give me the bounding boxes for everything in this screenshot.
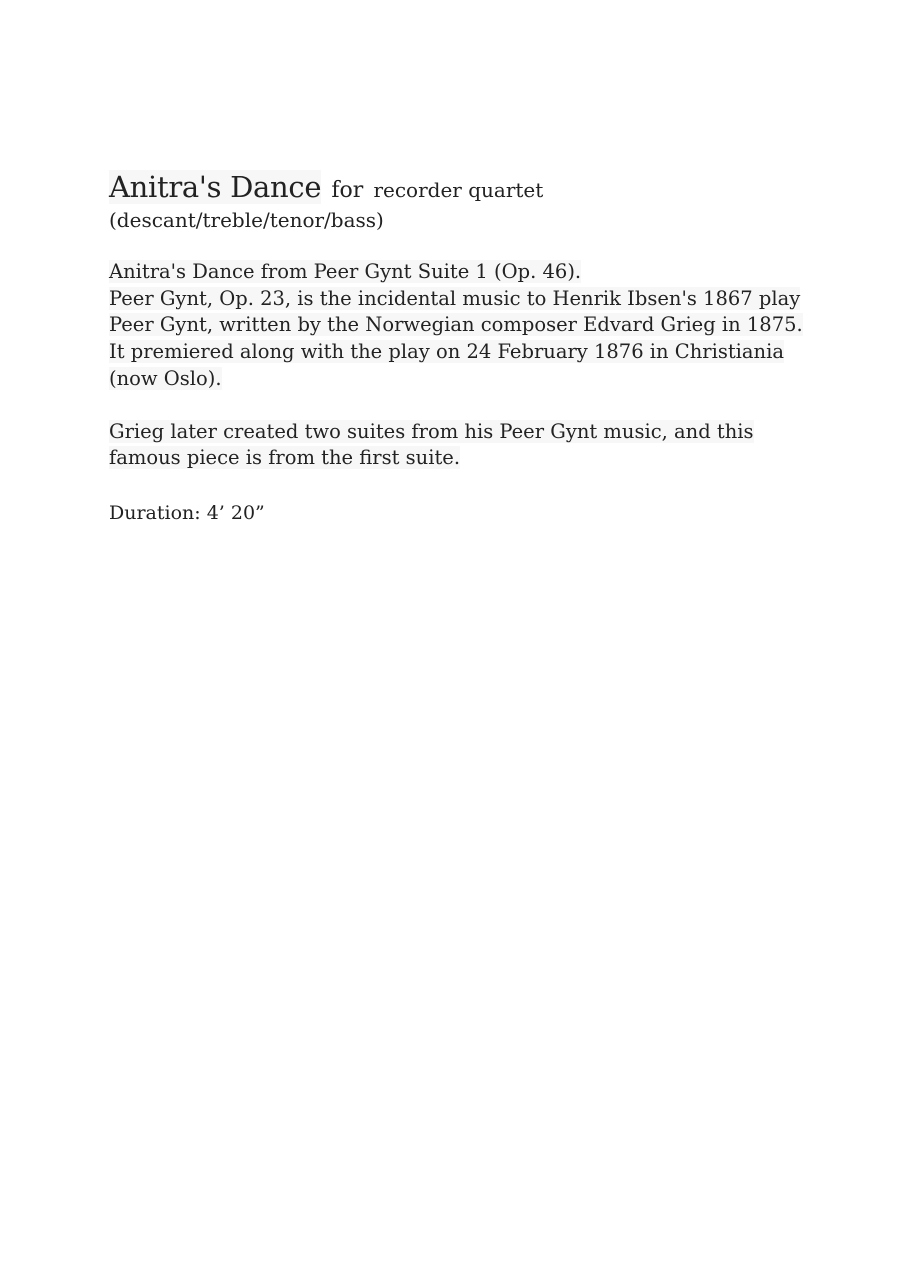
document-page	[109, 168, 809, 527]
suites-text: Grieg later created two suites from his Peer Gynt music, and this famous piece is from the first suite.	[109, 419, 754, 470]
title-voices: (descant/treble/tenor/bass)	[109, 208, 384, 232]
title-for: for	[331, 178, 364, 203]
intro-line: Anitra's Dance from Peer Gynt Suite 1 (Op. 46).	[109, 260, 582, 283]
description-paragraph	[109, 259, 809, 393]
suites-paragraph	[109, 419, 809, 472]
title-piece-name: Anitra's Dance	[109, 170, 322, 204]
history-text: Peer Gynt, Op. 23, is the incidental music to Henrik Ibsen's 1867 play Peer Gynt, written by the Norwegian composer Edvard Grieg in 1875. It premiered along with the play on 24 February 1876 in Christiania (now Oslo).	[109, 286, 803, 390]
document-title	[109, 168, 809, 209]
title-instrumentation: recorder quartet	[373, 178, 544, 202]
duration-text: Duration: 4’ 20”	[109, 501, 265, 524]
